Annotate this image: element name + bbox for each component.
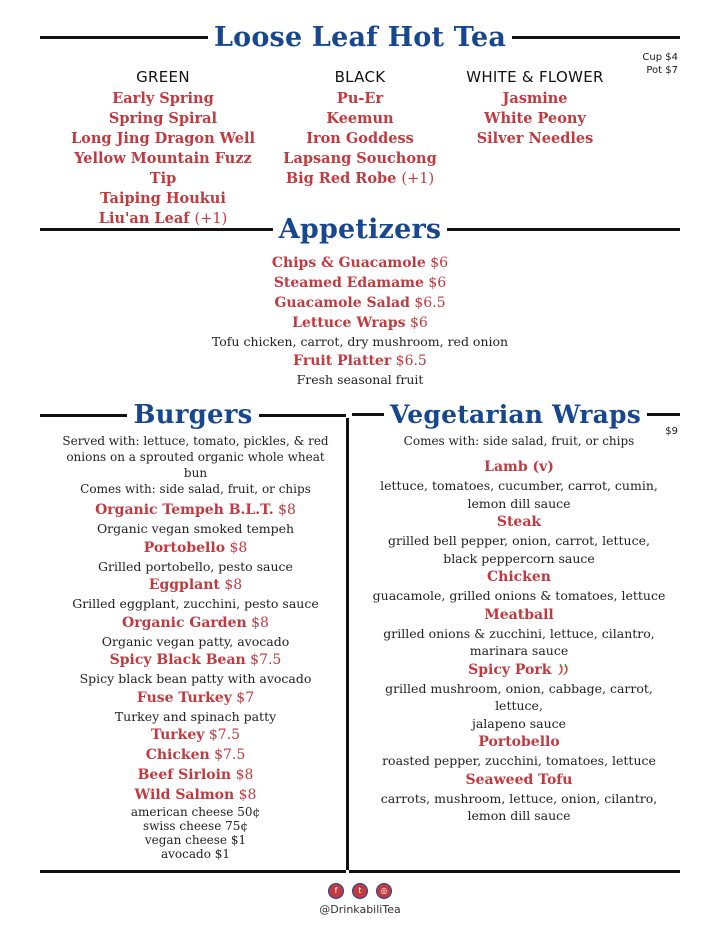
addon: vegan cheese $1 [144, 833, 247, 847]
wraps-intro: Comes with: side salad, fruit, or chips [403, 434, 635, 448]
menu-item: Fuse Turkey $7 [136, 689, 255, 706]
item-description: grilled mushroom, onion, cabbage, carrot, lettuce, [385, 680, 653, 713]
menu-item: Chicken [487, 569, 551, 585]
wraps-list [360, 433, 678, 825]
tea-heading-row [40, 22, 680, 53]
item-description: guacamole, grilled onions & tomatoes, lettuce [372, 588, 666, 603]
footer [0, 883, 720, 916]
tea-column-white-flower [450, 68, 620, 149]
menu-item: Organic Garden $8 [122, 614, 269, 631]
menu-item: Organic Tempeh B.L.T. $8 [95, 502, 296, 518]
divider [349, 870, 680, 873]
item-description: lemon dill sauce [467, 495, 571, 511]
burgers-intro: Served with: lettuce, tomato, pickles, & red [62, 434, 329, 448]
social-icons [0, 883, 720, 899]
menu-item: Lamb (v) [484, 459, 554, 475]
menu-item: Chicken $7.5 [145, 747, 246, 763]
item-description: roasted pepper, zucchini, tomatoes, lettuce [382, 753, 656, 768]
tea-item: White Peony [484, 110, 586, 127]
tea-item: Spring Spiral [108, 110, 218, 127]
menu-item: Fruit Platter $6.5 [293, 352, 427, 369]
divider [447, 228, 680, 231]
burgers-heading: Burgers [133, 400, 253, 430]
cup-price: Cup $4 [642, 52, 678, 63]
item-description: grilled bell pepper, onion, carrot, lettuce, [388, 533, 650, 548]
wraps-price: $9 [665, 426, 678, 437]
tea-item: Long Jing Dragon Well [70, 130, 256, 147]
divider [259, 414, 346, 417]
appetizers-heading: Appetizers [278, 214, 442, 245]
instagram-icon[interactable]: ◎ [376, 883, 392, 899]
menu-item: Wild Salmon $8 [134, 787, 257, 803]
menu-item: Eggplant $8 [148, 577, 243, 593]
tea-item: Pu-Er [336, 90, 384, 107]
menu-item: Guacamole Salad $6.5 [274, 295, 446, 311]
menu-item: Spicy Pork [360, 660, 678, 680]
addon: avocado $1 [160, 847, 231, 861]
divider [512, 36, 680, 39]
addon: swiss cheese 75¢ [142, 819, 249, 833]
tea-item: Lapsang Souchong [283, 150, 437, 167]
item-description: Organic vegan patty, avocado [101, 633, 290, 649]
item-description: lettuce, tomatoes, cucumber, carrot, cumin, [380, 478, 658, 493]
item-description: jalapeno sauce [471, 715, 567, 731]
column-divider [346, 418, 349, 870]
item-description: Organic vegan smoked tempeh [96, 521, 295, 536]
burgers-intro: Comes with: side salad, fruit, or chips [80, 482, 311, 496]
twitter-icon[interactable]: t [352, 883, 368, 899]
item-description: grilled onions & zucchini, lettuce, cilantro, [383, 625, 655, 641]
tea-item: Iron Goddess [306, 130, 414, 147]
menu-item: Steamed Edamame $6 [273, 275, 447, 291]
divider [647, 413, 680, 416]
divider [40, 36, 208, 39]
tea-item: Jasmine [502, 90, 568, 107]
chili-pepper-icon [556, 664, 570, 676]
item-description: lemon dill sauce [467, 808, 571, 823]
item-description: Tofu chicken, carrot, dry mushroom, red onion [211, 334, 509, 349]
menu-item: Portobello $8 [143, 539, 248, 556]
menu-item: Seaweed Tofu [465, 771, 573, 788]
tea-item: Liu'an Leaf (+1) [98, 210, 228, 227]
item-description: Grilled portobello, pesto sauce [98, 558, 293, 574]
social-handle[interactable]: @DrinkabiliTea [319, 903, 401, 916]
burgers-list [58, 433, 333, 861]
tea-item: Yellow Mountain Fuzz Tip [74, 150, 252, 187]
surcharge: (+1) [194, 211, 228, 227]
menu-item: Chips & Guacamole $6 [271, 255, 449, 271]
item-description: black peppercorn sauce [443, 550, 595, 566]
wraps-heading: Vegetarian Wraps [390, 400, 641, 429]
tea-column-black [280, 68, 440, 189]
tea-item: Big Red Robe (+1) [285, 170, 435, 187]
item-description: Turkey and spinach patty [114, 708, 277, 724]
item-description: carrots, mushroom, lettuce, onion, cilantro, [380, 790, 658, 806]
tea-item: Silver Needles [476, 130, 594, 147]
appetizers-list [0, 253, 720, 388]
tea-column-title: WHITE & FLOWER [466, 68, 604, 86]
burgers-heading-row [40, 400, 346, 430]
tea-item: Taiping Houkui [100, 190, 226, 207]
tea-column-title: BLACK [334, 68, 386, 86]
divider [40, 228, 273, 231]
addon: american cheese 50¢ [130, 805, 261, 819]
pot-price: Pot $7 [646, 65, 678, 76]
item-description: marinara sauce [469, 643, 569, 658]
item-description: Fresh seasonal fruit [296, 371, 424, 387]
menu-item: Steak [496, 514, 542, 530]
tea-column-green [62, 68, 264, 229]
item-description: Grilled eggplant, zucchini, pesto sauce [72, 596, 319, 611]
appetizers-heading-row [40, 214, 680, 245]
divider [40, 414, 127, 417]
item-description: Spicy black bean patty with avocado [79, 671, 312, 686]
menu-item: Portobello [478, 734, 560, 750]
surcharge: (+1) [401, 171, 435, 187]
menu-item: Beef Sirloin $8 [137, 767, 254, 783]
divider [40, 870, 346, 873]
menu-item: Lettuce Wraps $6 [292, 315, 428, 331]
tea-item: Early Spring [112, 90, 214, 107]
facebook-icon[interactable]: f [328, 883, 344, 899]
wraps-heading-row [352, 400, 680, 429]
tea-prices [642, 51, 678, 77]
tea-heading: Loose Leaf Hot Tea [213, 22, 507, 53]
burgers-intro: onions on a sprouted organic whole wheat bun [66, 450, 325, 480]
divider [352, 413, 384, 416]
menu-item: Meatball [484, 606, 554, 623]
menu-item: Turkey $7.5 [150, 727, 241, 743]
tea-column-title: GREEN [136, 68, 190, 86]
tea-item: Keemun [326, 110, 394, 127]
menu-item: Spicy Black Bean $7.5 [109, 652, 282, 668]
